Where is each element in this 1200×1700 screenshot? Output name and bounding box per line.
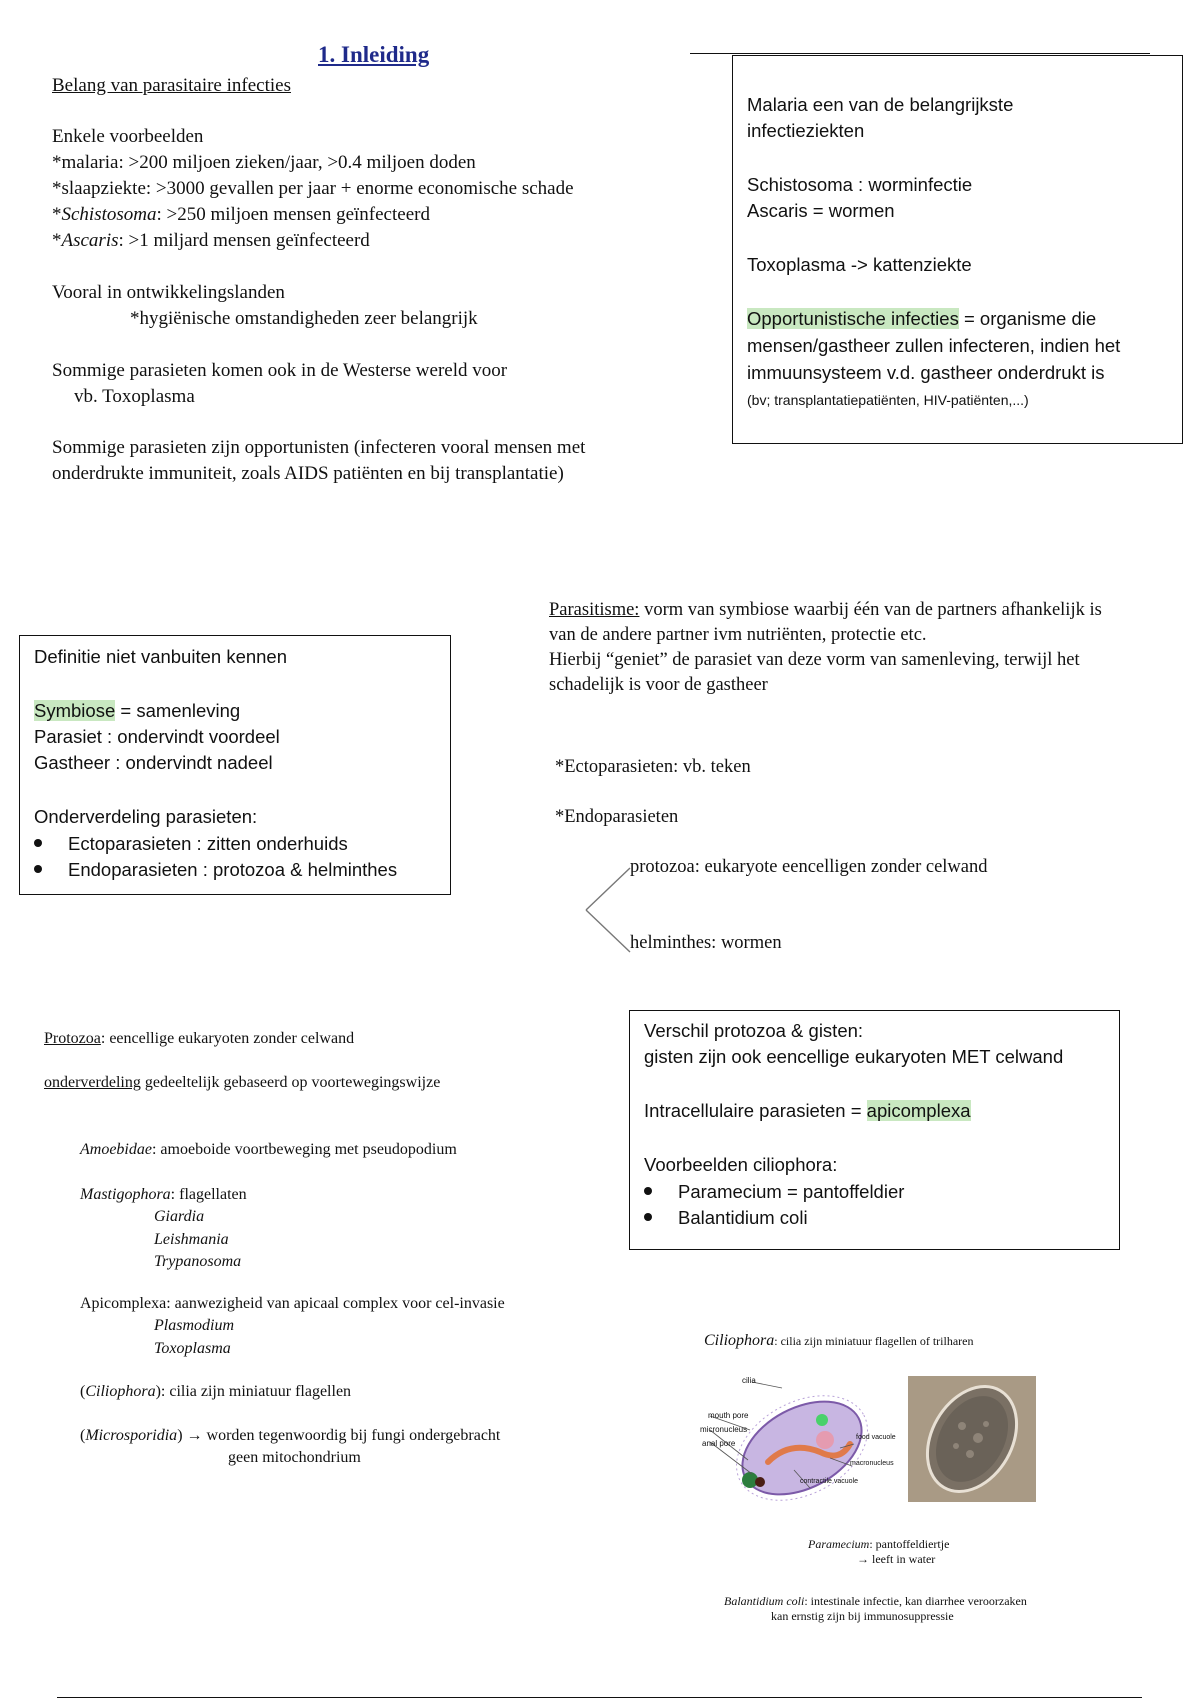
balantidium-caption-1 bbox=[724, 1594, 1027, 1609]
amoebidae-name: Amoebidae bbox=[80, 1141, 152, 1158]
slaapziekte-line: *slaapziekte: >3000 gevallen per jaar + enorme economische schade bbox=[52, 178, 574, 199]
note3-bullet-1 bbox=[644, 1181, 904, 1203]
onderverdeling-label: onderverdeling bbox=[44, 1074, 141, 1091]
figure-title-rest: : cilia zijn miniatuur flagellen of trilharen bbox=[774, 1334, 974, 1348]
schistosoma-name: Schistosoma bbox=[61, 204, 157, 225]
apicomplexa-line: Apicomplexa: aanwezigheid van apicaal complex voor cel-invasie bbox=[80, 1295, 505, 1312]
microsporidia-name: Microsporidia bbox=[85, 1427, 178, 1444]
label-micronucleus: micronucleus bbox=[700, 1425, 748, 1434]
label-macronucleus: macronucleus bbox=[850, 1460, 894, 1467]
note1-line-7: mensen/gastheer zullen infecteren, indien het bbox=[747, 335, 1121, 356]
bullet-icon bbox=[644, 1213, 652, 1221]
note3-bullet-1-text: Paramecium = pantoffeldier bbox=[678, 1181, 905, 1202]
label-anal-pore: anal pore bbox=[702, 1439, 736, 1448]
bullet-icon bbox=[644, 1187, 652, 1195]
parasitisme-line-1 bbox=[549, 600, 1102, 621]
parasitisme-line-3: Hierbij “geniet” de parasiet van deze vorm van samenleving, terwijl het bbox=[549, 650, 1080, 670]
ciliophora-name: Ciliophora bbox=[85, 1383, 156, 1400]
note2-bullet-1 bbox=[34, 833, 348, 855]
mastigophora-name: Mastigophora bbox=[80, 1186, 171, 1203]
ciliophora-line: (Ciliophora): cilia zijn miniatuur flagellen bbox=[80, 1383, 352, 1400]
schistosoma-text: : >250 miljoen mensen geïnfecteerd bbox=[156, 204, 430, 225]
parasitisme-line-2: van de andere partner ivm nutriënten, protectie etc. bbox=[549, 625, 927, 645]
note2-bullet-2-text: Endoparasieten : protozoa & helminthes bbox=[68, 859, 398, 880]
protozoa-def-line bbox=[44, 1030, 354, 1048]
label-cilia: cilia bbox=[742, 1376, 756, 1385]
note1-line-3: Schistosoma : worminfectie bbox=[747, 174, 973, 195]
label-food-vacuole: food vacuole bbox=[856, 1434, 896, 1441]
paramecium-caption-1 bbox=[808, 1537, 949, 1552]
parasitisme-line-4: schadelijk is voor de gastheer bbox=[549, 675, 768, 695]
balantidium-caption-2: kan ernstig zijn bij immunosuppressie bbox=[771, 1609, 954, 1623]
giardia-line: Giardia bbox=[154, 1208, 205, 1225]
vooral-line: Vooral in ontwikkelingslanden bbox=[52, 282, 285, 303]
bottom-rule bbox=[57, 1697, 1142, 1698]
branch-lines bbox=[580, 862, 640, 958]
onderverdeling-line bbox=[44, 1074, 440, 1092]
examples-heading: Enkele voorbeelden bbox=[52, 126, 204, 147]
note3-bullet-2-text: Balantidium coli bbox=[678, 1207, 808, 1228]
balantidium-name: Balantidium coli bbox=[724, 1594, 805, 1608]
paramecium-name: Paramecium bbox=[808, 1537, 870, 1551]
protozoa-branch: protozoa: eukaryote eencelligen zonder celwand bbox=[630, 857, 988, 877]
hygiene-line: *hygiënische omstandigheden zeer belangrijk bbox=[130, 308, 478, 329]
ascaris-text: : >1 miljard mensen geïnfecteerd bbox=[118, 230, 370, 251]
note2-line-1: Definitie niet vanbuiten kennen bbox=[34, 646, 288, 667]
opportunisten-line-2: onderdrukte immuniteit, zoals AIDS patiënten en bij transplantatie) bbox=[52, 463, 564, 484]
note-box-malaria bbox=[732, 55, 1183, 444]
note1-line-6 bbox=[747, 308, 1096, 330]
ascaris-name: Ascaris bbox=[61, 230, 119, 251]
vb-toxoplasma-line: vb. Toxoplasma bbox=[74, 386, 195, 407]
intro-subtitle: Belang van parasitaire infecties bbox=[52, 75, 291, 96]
label-mouth-pore: mouth pore bbox=[708, 1411, 749, 1420]
paramecium-rest: : pantoffeldiertje bbox=[869, 1537, 950, 1551]
amoebidae-line bbox=[80, 1141, 457, 1159]
note1-line-2: infectieziekten bbox=[747, 120, 865, 141]
plasmodium-line: Plasmodium bbox=[154, 1317, 234, 1334]
parasitisme-l1-rest: vorm van symbiose waarbij één van de partners afhankelijk is bbox=[639, 600, 1102, 620]
helminthes-branch: helminthes: wormen bbox=[630, 933, 782, 953]
note1-line-5: Toxoplasma -> kattenziekte bbox=[747, 254, 972, 275]
parasitisme-label: Parasitisme: bbox=[549, 600, 640, 620]
bullet-icon bbox=[34, 865, 42, 873]
note2-line-3: Parasiet : ondervindt voordeel bbox=[34, 726, 280, 747]
mitochondrium-line: geen mitochondrium bbox=[228, 1449, 361, 1466]
note2-bullet-2 bbox=[34, 859, 397, 881]
note3-line-1: Verschil protozoa & gisten: bbox=[644, 1020, 864, 1041]
note1-line-1: Malaria een van de belangrijkste bbox=[747, 94, 1014, 115]
toxoplasma-line: Toxoplasma bbox=[154, 1340, 231, 1357]
note2-line-2 bbox=[34, 700, 240, 722]
mastigophora-rest: : flagellaten bbox=[170, 1186, 247, 1203]
schistosoma-line: *Schistosoma: >250 miljoen mensen geïnfecteerd bbox=[52, 204, 430, 225]
note1-line-9: (bv; transplantatiepatiënten, HIV-patiënten,...) bbox=[747, 392, 1029, 408]
ascaris-line: *Ascaris: >1 miljard mensen geïnfecteerd bbox=[52, 230, 370, 251]
symbiose-rest: = samenleving bbox=[115, 700, 241, 721]
ectoparasieten-line: *Ectoparasieten: vb. teken bbox=[555, 757, 751, 777]
malaria-line: *malaria: >200 miljoen zieken/jaar, >0.4 miljoen doden bbox=[52, 152, 476, 173]
note-box-definitie bbox=[19, 635, 451, 895]
leishmania-line: Leishmania bbox=[154, 1231, 229, 1248]
mastigophora-line bbox=[80, 1186, 247, 1204]
note3-l3-pre: Intracellulaire parasieten = bbox=[644, 1100, 867, 1121]
note2-line-5: Onderverdeling parasieten: bbox=[34, 806, 258, 827]
figure-title-name: Ciliophora bbox=[704, 1332, 775, 1349]
top-rule bbox=[690, 53, 1150, 54]
label-contractile-vacuole: contractile vacuole bbox=[800, 1478, 858, 1485]
note3-bullet-2 bbox=[644, 1207, 808, 1229]
trypanosoma-line: Trypanosoma bbox=[154, 1253, 242, 1270]
note-box-gisten bbox=[629, 1010, 1120, 1250]
protozoa-label: Protozoa bbox=[44, 1030, 101, 1047]
bullet-icon bbox=[34, 839, 42, 847]
apicomplexa-highlight: apicomplexa bbox=[866, 1100, 971, 1121]
figure-title bbox=[704, 1332, 974, 1350]
note1-line-8: immuunsysteem v.d. gastheer onderdrukt is bbox=[747, 362, 1105, 383]
amoebidae-rest: : amoeboide voortbeweging met pseudopodium bbox=[151, 1141, 457, 1158]
onderverdeling-rest: gedeeltelijk gebaseerd op voortewegingswijze bbox=[140, 1074, 441, 1091]
protozoa-def-rest: : eencellige eukaryoten zonder celwand bbox=[100, 1030, 355, 1047]
paramecium-caption-2: → leeft in water bbox=[857, 1552, 936, 1566]
microsporidia-line: (Microsporidia) → worden tegenwoordig bij fungi ondergebracht bbox=[80, 1427, 501, 1444]
opportunistic-highlight: Opportunistische infecties bbox=[747, 308, 959, 329]
note3-line-3 bbox=[644, 1100, 971, 1122]
page-title: 1. Inleiding bbox=[318, 42, 430, 67]
paramecium-micrograph bbox=[908, 1376, 1036, 1502]
symbiose-highlight: Symbiose bbox=[34, 700, 116, 721]
note2-bullet-1-text: Ectoparasieten : zitten onderhuids bbox=[68, 833, 348, 854]
microsporidia-rest: ) → worden tegenwoordig bij fungi ondergebracht bbox=[177, 1427, 501, 1444]
note1-line-4: Ascaris = wormen bbox=[747, 200, 895, 221]
ciliophora-rest: ): cilia zijn miniatuur flagellen bbox=[155, 1383, 352, 1400]
note2-line-4: Gastheer : ondervindt nadeel bbox=[34, 752, 273, 773]
opportunisten-line-1: Sommige parasieten zijn opportunisten (infecteren vooral mensen met bbox=[52, 437, 586, 458]
westers-line: Sommige parasieten komen ook in de Westerse wereld voor bbox=[52, 360, 508, 381]
opportunistic-rest: = organisme die bbox=[958, 308, 1097, 329]
note3-line-2: gisten zijn ook eencellige eukaryoten MET celwand bbox=[644, 1046, 1064, 1067]
note3-line-4: Voorbeelden ciliophora: bbox=[644, 1154, 838, 1175]
endoparasieten-line: *Endoparasieten bbox=[555, 807, 679, 827]
balantidium-rest: : intestinale infectie, kan diarrhee veroorzaken bbox=[804, 1594, 1027, 1608]
